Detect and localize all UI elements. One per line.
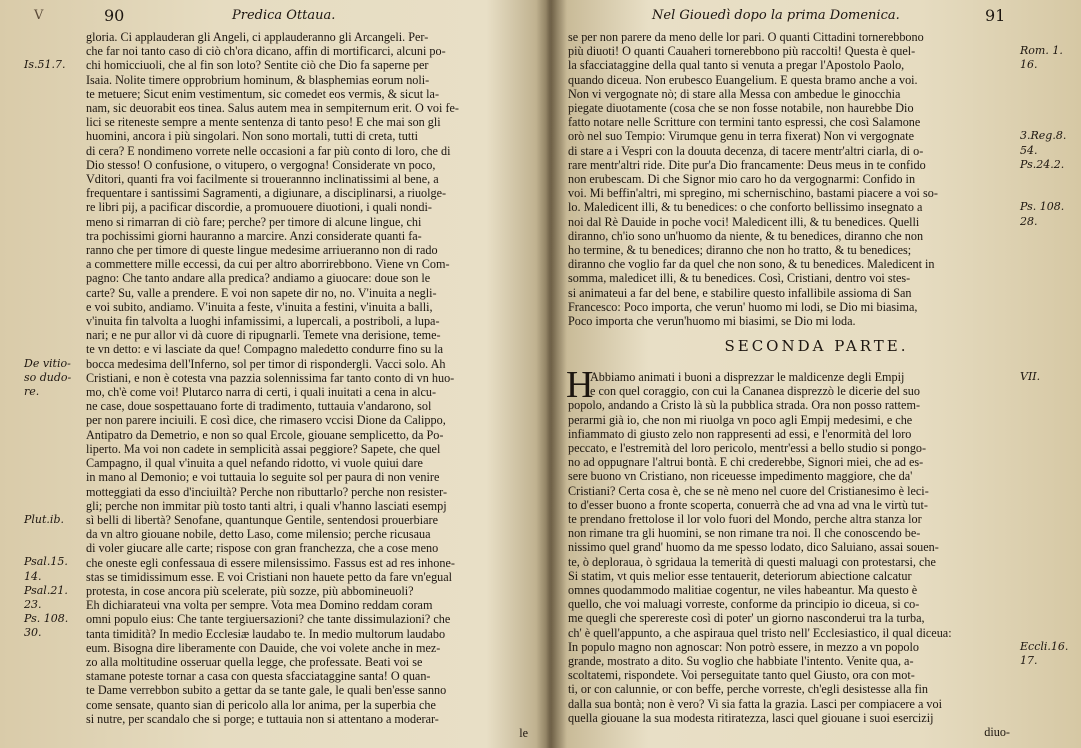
margin-note: 16. bbox=[1020, 58, 1038, 72]
text-line: non erubescam. Di che Signor mio caro ho da vergognarmi: Confido in bbox=[568, 172, 916, 187]
text-line: infiammato di giusto zelo non rappresenti ad essi, e l'enormità del loro bbox=[568, 426, 912, 441]
margin-note: 14. bbox=[24, 569, 42, 583]
text-line: pagno: Che tanto andare alla predica? andiamo a giuocare: doue son le bbox=[86, 271, 431, 286]
margin-note: 28. bbox=[1020, 214, 1038, 228]
text-line: omni populo eius: Che tante tergiuersazioni? che tante dissimulazioni? che bbox=[86, 612, 451, 627]
right-body-text bbox=[568, 30, 1010, 328]
text-line: Poco importa che verun'huomo mi biasimi, se Dio mi loda. bbox=[568, 314, 856, 329]
margin-note: De vitio- bbox=[24, 356, 71, 370]
margin-note: 23. bbox=[24, 598, 42, 611]
text-line: di stare a i Vespri con la douuta decenza, di tacere mentr'altri ciarla, di o- bbox=[568, 143, 924, 158]
left-margin-notes bbox=[24, 30, 84, 730]
text-line: te Dame verrebbon subito a gettar da se tante gale, le quali ben'esse sanno bbox=[86, 683, 447, 698]
margin-note: Ps. 108. bbox=[1020, 200, 1065, 214]
left-body-text bbox=[86, 30, 528, 740]
text-line: la sfacciataggine della qual tanto si venuta a pregar l'Apostolo Paolo, bbox=[568, 58, 905, 73]
text-line: huomini, ancora i più singolari. Non sono mortali, tutti di creta, tutti bbox=[86, 129, 419, 144]
section-margin-notes bbox=[1020, 370, 1080, 740]
margin-note: Eccli.16. bbox=[1020, 639, 1069, 653]
text-line: Non vi vergognate nò; di stare alla Messa con ambedue le ginocchia bbox=[568, 86, 901, 101]
page-number-left: 90 bbox=[104, 6, 125, 25]
section-title: SECONDA PARTE. bbox=[724, 337, 909, 355]
text-line: te metuere; Sicut enim vestimentum, sic comedet eos vermis, & sicut la- bbox=[86, 86, 440, 101]
text-line: peccato, e l'estremità del loro pericolo, mentr'essi a bello studio si pongo- bbox=[568, 441, 927, 456]
text-line: stas se timidissimum esse. E voi Cristiani non hauete petto da fare vn'egual bbox=[86, 569, 453, 584]
text-line: di cera? E nondimeno vorrete nelle occasioni a far più conto di loro, che di bbox=[86, 143, 451, 158]
margin-note: Ps.24.2. bbox=[1020, 157, 1065, 171]
text-line: dalla sua bontà; non è vero? Vi sia fatta la grazia. Lasci per compiacere a voi bbox=[568, 696, 942, 711]
margin-note: Plut.ib. bbox=[24, 512, 64, 526]
text-line: me quegli che sperereste così di poter' un giorno nasconderui tra la turba, bbox=[568, 611, 925, 626]
text-line: per non parere inciuili. E così dice, che rimasero vccisi Dione da Calippo, bbox=[86, 413, 446, 428]
text-line: diranno, ch'io sono un'huomo da niente, & tu benedices, diranno che non bbox=[568, 228, 924, 243]
text-line: In populo magno non agnoscar: Non potrò essere, in mezzo a vn popolo bbox=[568, 639, 919, 654]
text-line: grande, mostrato a dito. Su voglio che habbiate l'intento. Venite qua, a- bbox=[568, 654, 914, 669]
text-line: e voi subito, andiamo. V'inuita a feste, v'inuita a festini, v'inuita a balli, bbox=[86, 299, 433, 314]
text-line: nari; e ne pur allor vi dà cuore di ripugnarli. Temete vna derisione, teme- bbox=[86, 328, 441, 343]
text-line: quando diceua. Non erubesco Euangelium. E questa bramo anche a voi. bbox=[568, 72, 918, 87]
text-line: diuo- bbox=[984, 725, 1010, 740]
text-line: somma, maledicet illi, & tu benedices. Così, Cristiani, dentro voi stes- bbox=[568, 271, 911, 286]
text-line: bocca medesima dell'Inferno, sol per timor di rispondergli. Vacci solo. Ah bbox=[86, 356, 446, 371]
text-line: Cristiani, e non è cotesta vna pazzia solennissima far tanto conto di vn huo- bbox=[86, 370, 455, 385]
text-line: ranno che per timore di queste lingue medesime arriueranno non di rado bbox=[86, 243, 438, 258]
text-line: gloria. Ci applauderan gli Angeli, ci applauderanno gli Arcangeli. Per- bbox=[86, 30, 429, 44]
text-line: nissimo quel grand' huomo da me spesso lodato, dico Saluiano, assai souen- bbox=[568, 540, 939, 555]
text-line: no ad oppugnare l'altrui bontà. E chi crederebbe, Signori miei, che ad es- bbox=[568, 455, 924, 470]
text-line: mo, ch'è come voi! Plutarco narra di certi, i quali inuitati a cena in alcu- bbox=[86, 385, 437, 400]
text-line: se per non parere da meno delle lor pari. O quanti Cittadini tornerebbono bbox=[568, 30, 924, 44]
text-line: Campagno, il qual v'inuita a quel nefando ridotto, vi vuole quiui dare bbox=[86, 456, 423, 471]
text-line: tra pochissimi giorni hauranno a marcire. Anzi considerate quanti fa- bbox=[86, 228, 422, 243]
text-line: da vn altro giouane nobile, detto Laso, come milensio; perche ricusaua bbox=[86, 527, 431, 542]
text-line: che far noi tanto caso di ciò ch'ora dicano, affin di mortificarci, alcuni po- bbox=[86, 44, 446, 59]
text-line: ho termine, & tu benedices; diranno che non ho tratto, & tu benedices; bbox=[568, 243, 912, 258]
section-body-text bbox=[568, 370, 1010, 739]
margin-note: 3.Reg.8. bbox=[1020, 129, 1067, 143]
text-line: in mano al Demonio; e voi tuttauia lo seguite sol per paura di non venire bbox=[86, 470, 440, 485]
text-line: popolo, andando a Cristo là sù la pubblica strada. Ora non posso rattem- bbox=[568, 398, 921, 413]
text-line: sì belli di libertà? Senofane, quantunque Gentile, sentendosi prouerbiare bbox=[86, 512, 438, 527]
text-line: fatto notare nelle Scritture con termini tanto espressi, che così Salamone bbox=[568, 115, 921, 130]
margin-note: re. bbox=[24, 385, 40, 398]
text-line: perarmi già io, che non mi riuolga vn poco agli Empij medesimi, e che bbox=[568, 412, 913, 427]
text-line: come sensate, quanto sian di pericolo alla lor anima, per la superbia che bbox=[86, 697, 436, 712]
margin-note: Psal.21. bbox=[24, 583, 68, 597]
text-line: te vn detto: e vi lasciate da que! Compagno maledetto condurre fino su la bbox=[86, 342, 444, 357]
text-line: protesta, in cose ancora più scelerate, più sozze, più abbomineuoli? bbox=[86, 583, 414, 598]
margin-note: Psal.15. bbox=[24, 555, 68, 569]
text-line: voi. Mi beffin'altri, mi spregino, mi schernischino, bastami piacere a voi so- bbox=[568, 186, 938, 201]
text-line: diranno che voglio far da quel che non sono, & tu benedices. Maledicent in bbox=[568, 257, 935, 272]
margin-note: 17. bbox=[1020, 654, 1038, 667]
text-line: ne case, doue sospettauano forte di tradimento, tuttauia v'andarono, sol bbox=[86, 399, 432, 414]
text-line: stamane poteste tornar a casa con questa sfacciataggine santa! O quan- bbox=[86, 669, 431, 684]
text-line: Cristiani? Certa cosa è, che se nè meno nel cuore del Cristianesimo è leci- bbox=[568, 483, 929, 498]
drop-cap: H bbox=[566, 364, 594, 406]
text-line: re libri pij, a pacificar discordie, a promuouere diuotioni, i quali nondi- bbox=[86, 200, 432, 215]
margin-note: 30. bbox=[24, 626, 42, 640]
text-line: te prendano frettolose il lor volo fuori del Mondo, perche altra stanza lor bbox=[568, 512, 922, 527]
text-line: le bbox=[519, 725, 528, 740]
text-line: si nutre, per scandalo che si porge; e tuttauia non si attentano a moderar- bbox=[86, 711, 439, 726]
right-page bbox=[552, 0, 1081, 748]
running-head-left: Predica Ottaua. bbox=[232, 8, 336, 23]
text-line: ch' è quell'appunto, a che aspiraua quel tristo nell' Ecclesiastico, il qual diceua: bbox=[568, 625, 952, 640]
text-line: carte? Su, valle a prendere. E voi non sapete dir no, no. V'inuita a negli- bbox=[86, 285, 437, 300]
text-line: nam, sic deuorabit eos tinea. Salus autem mea in sempiternum erit. O voi fe- bbox=[86, 101, 459, 116]
text-line: eum. Bisogna dire liberamente con Dauide, che voi volete anche in mez- bbox=[86, 640, 441, 655]
margin-note: VII. bbox=[1020, 370, 1041, 383]
text-line: di voler giucare alle carte; rispose con gran franchezza, che a cose meno bbox=[86, 541, 439, 556]
text-line: motteggiati da esso d'inciuiltà? Perche non ributtarlo? perche non resister- bbox=[86, 484, 448, 499]
text-line: quello, che voi maluagi vorreste, conforme da principio io diceua, si co- bbox=[568, 597, 920, 612]
text-line: meno si rimarran di ciò fare; perche? per timore di alcune lingue, chi bbox=[86, 214, 422, 229]
text-line: più diuoti! O quanti Cauaheri tornerebbono più raccolti! Questa è quel- bbox=[568, 44, 916, 59]
text-line: Francesco: Poco importa, che verun' huomo mi lodi, se Dio mi biasima, bbox=[568, 299, 918, 314]
text-line: tanta timidità? In medio Ecclesiæ laudabo te. In medio multorum laudabo bbox=[86, 626, 446, 641]
corner-mark: V bbox=[34, 8, 44, 23]
text-line: scoltatemi, rispondete. Voi perseguitate tanto quel Giusto, ora con mot- bbox=[568, 668, 915, 683]
running-head-right: Nel Giouedì dopo la prima Domenica. bbox=[652, 8, 900, 23]
text-line: to d'esser buono a fronte scoperta, conuerrà che ad vna ad vna le virtù tut- bbox=[568, 497, 928, 512]
text-line: chi homicciuoli, che al fin son loto? Sentite ciò che Dio fa saperne per bbox=[86, 58, 429, 73]
text-line: quella giouane la sua modesta ritiratezza, lasci quel giouane i suoi esercizij bbox=[568, 710, 934, 725]
text-line: frequentare i santissimi Sagramenti, a digiunare, a disciplinarsi, a riuolge- bbox=[86, 186, 447, 201]
margin-note: so dudo- bbox=[24, 370, 72, 384]
text-line: Abbiamo animati i buoni a disprezzar le maldicenze degli Empij bbox=[590, 370, 905, 384]
text-line: zo alla moltitudine osseruar quella legge, che professate. Beati voi se bbox=[86, 654, 423, 669]
page-number-right: 91 bbox=[985, 6, 1006, 25]
text-line: omnes quodammodo malitiae cogentur, ne viles habeantur. Ma questo è bbox=[568, 583, 918, 598]
text-line: Eh dichiarateui vna volta per sempre. Vota mea Domino reddam coram bbox=[86, 598, 433, 613]
text-line: liperto. Ma voi non cadete in semplicità assai peggiore? Sapete, che quel bbox=[86, 441, 441, 456]
margin-note: Ps. 108. bbox=[24, 612, 69, 626]
text-line: ti, or con calunnie, or con beffe, perche vorreste, ch'egli desistesse alla fin bbox=[568, 682, 929, 697]
text-line: che oneste egli confessaua di essere milensissimo. Fassus est ad res inhone- bbox=[86, 555, 455, 570]
text-line: lici se riteneste sempre a mente sentenza di tanto peso! E che mai son gli bbox=[86, 115, 441, 130]
text-line: e con quel coraggio, con cui la Cananea disprezzò le dicerie del suo bbox=[590, 384, 920, 399]
margin-note: Is.51.7. bbox=[24, 58, 66, 72]
text-line: Isaia. Nolite timere opprobrium hominum, & blasphemias eorum noli- bbox=[86, 72, 430, 87]
margin-note: 54. bbox=[1020, 143, 1038, 157]
text-line: a commettere mille eccessi, da cui per altro aborrirebbono. Viene vn Com- bbox=[86, 257, 450, 272]
text-line: gli; perche non immitar più tosto tanti altri, i quali v'hanno lasciati esempj bbox=[86, 498, 447, 513]
text-line: Vditori, quanti fra voi facilmente si trouerannno inclinatissimi al bene, a bbox=[86, 172, 439, 187]
text-line: noi dal Rè Dauide in poche voci! Maledicent illi, & tu benedices. Quelli bbox=[568, 214, 920, 229]
text-line: te, ò deploraua, ò sgridaua la temerità di questi maluagi con protestarsi, che bbox=[568, 554, 936, 569]
text-line: v'inuita fin talvolta a luoghi infamissimi, a lupercali, a postriboli, a lupa- bbox=[86, 314, 440, 329]
text-line: Antipatro da Demetrio, e non so qual Ercole, giouane semplicetto, da Po- bbox=[86, 427, 444, 442]
text-line: lo. Maledicent illi, & tu benedices: o che conforto bellissimo insegnato a bbox=[568, 200, 923, 215]
margin-note: Rom. 1. bbox=[1020, 44, 1063, 58]
text-line: piegate diuotamente (cosa che se non fosse notabile, non haurebbe Dio bbox=[568, 101, 914, 116]
text-line: sere buono vn Cristiano, non riceuesse impedimento maggiore, che da' bbox=[568, 469, 913, 484]
text-line: rare mentr'altri ride. Dite pur'a Dio francamente: Deus meus in te confido bbox=[568, 157, 926, 172]
text-line: orò nel suo Tempio: Virumque genu in terra fixerat) Non vi vergognate bbox=[568, 129, 915, 144]
text-line: non rimane tra gli huomini, se non rimane tra noi. Il che conoscendo be- bbox=[568, 526, 921, 541]
text-line: si animateui a far del bene, e stabilire questo infallibile assioma di San bbox=[568, 285, 912, 300]
text-line: Dio stesso! O confusione, o vitupero, o vergogna! Considerate vn poco, bbox=[86, 157, 436, 172]
text-line: Si statim, vt quis melior esse tentauerit, deteriorum abiectione calcatur bbox=[568, 568, 912, 583]
